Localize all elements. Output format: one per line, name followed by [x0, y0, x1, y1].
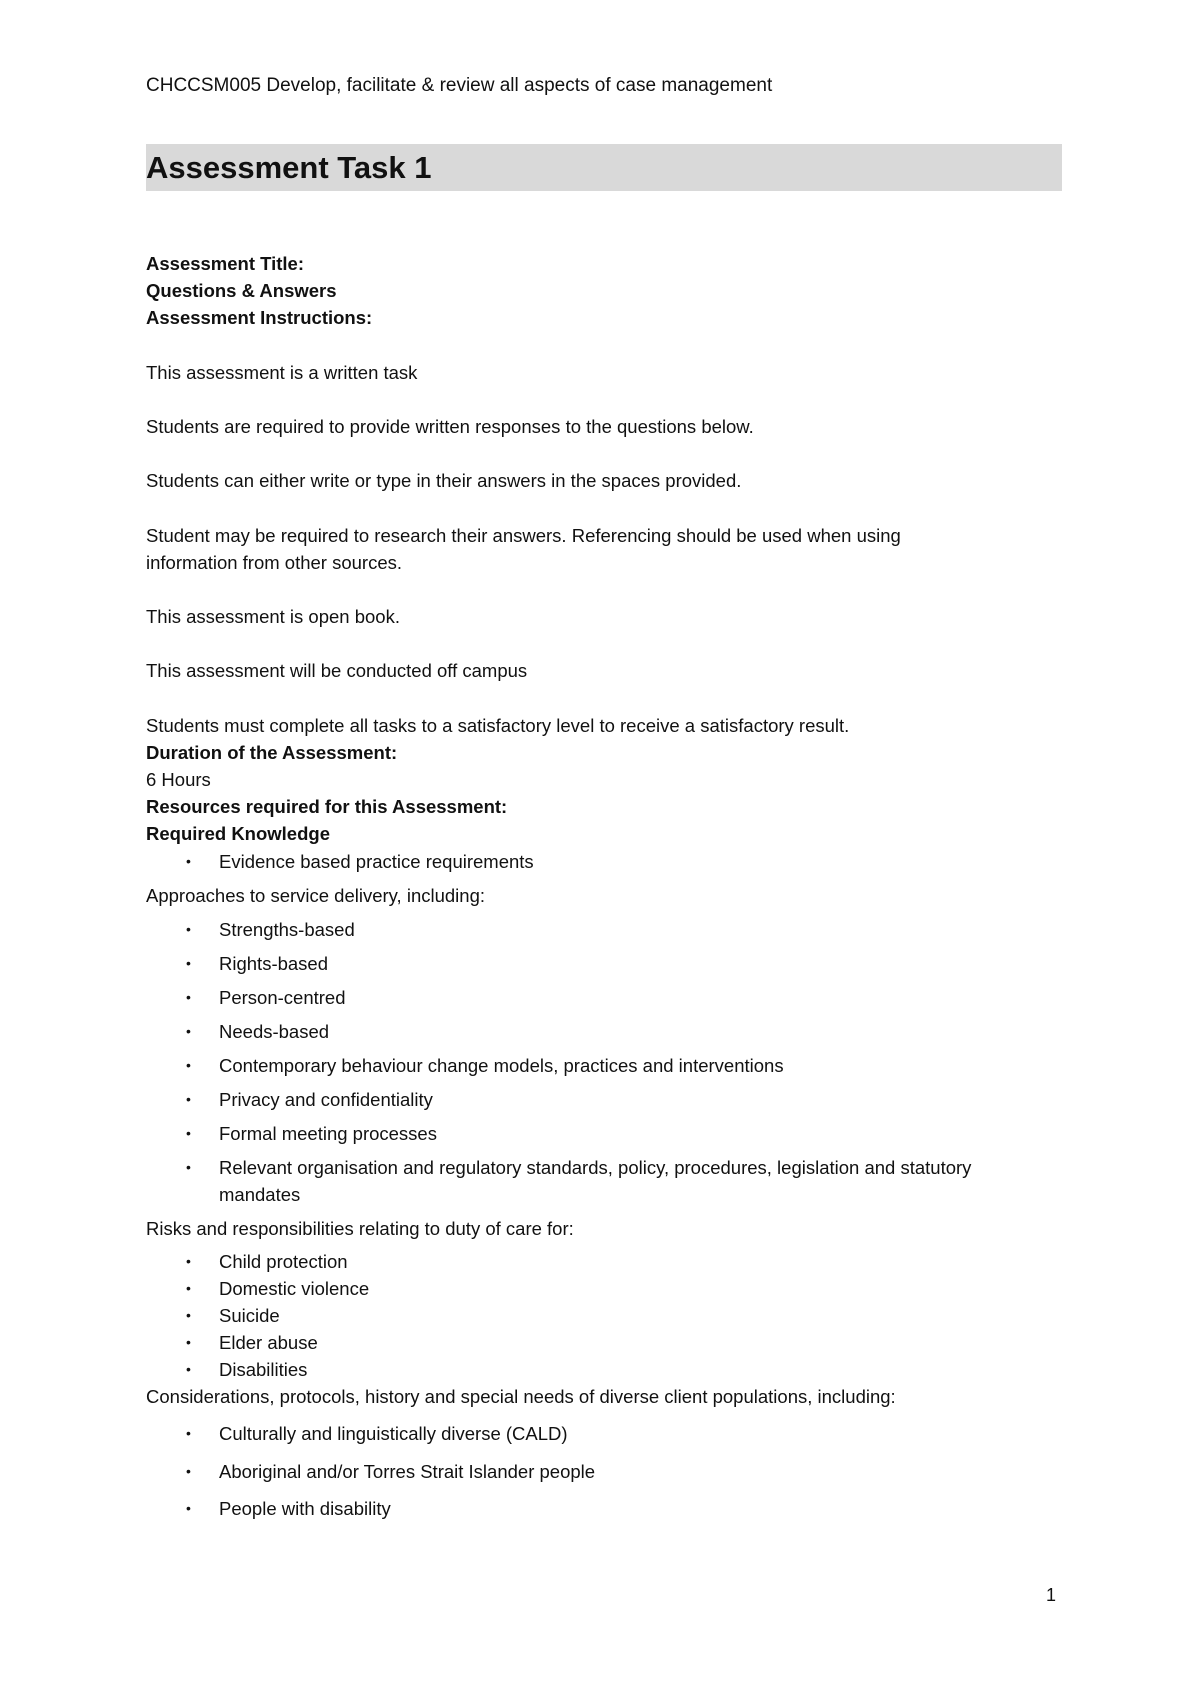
duration-label: Duration of the Assessment: [146, 742, 398, 763]
list-item: Privacy and confidentiality [219, 1089, 433, 1110]
bullet-icon: • [186, 1307, 191, 1323]
list-item-continuation: mandates [219, 1184, 301, 1205]
list-item: Disabilities [219, 1359, 308, 1380]
page-number: 1 [1046, 1585, 1057, 1605]
assessment-instructions-label: Assessment Instructions: [146, 307, 373, 328]
bullet-icon: • [186, 1125, 191, 1141]
list-item: Needs-based [219, 1021, 330, 1042]
questions-answers-label: Questions & Answers [146, 280, 337, 301]
page-title: Assessment Task 1 [146, 150, 432, 185]
bullet-icon: • [186, 1334, 191, 1350]
bullet-icon: • [186, 1425, 191, 1441]
bullet-icon: • [186, 1361, 191, 1377]
bullet-icon: • [186, 1253, 191, 1269]
instruction-paragraph: Students are required to provide written responses to the questions below. [146, 416, 754, 437]
list-item: Domestic violence [219, 1278, 370, 1299]
list-item: Suicide [219, 1305, 280, 1326]
list-item: Strengths-based [219, 919, 355, 940]
bullet-icon: • [186, 1057, 191, 1073]
bullet-icon: • [186, 1023, 191, 1039]
list-item: Relevant organisation and regulatory standards, policy, procedures, legislation and statutory [219, 1157, 972, 1178]
section-heading: Approaches to service delivery, including: [146, 885, 485, 906]
instruction-paragraph: This assessment will be conducted off campus [146, 660, 528, 681]
list-item: Formal meeting processes [219, 1123, 437, 1144]
instruction-paragraph: This assessment is a written task [146, 362, 418, 383]
instruction-paragraph: information from other sources. [146, 552, 403, 573]
bullet-icon: • [186, 955, 191, 971]
bullet-icon: • [186, 1280, 191, 1296]
bullet-icon: • [186, 921, 191, 937]
section-heading: Considerations, protocols, history and special needs of diverse client populations, including: [146, 1386, 896, 1407]
instruction-paragraph: Students can either write or type in their answers in the spaces provided. [146, 470, 742, 491]
bullet-icon: • [186, 1091, 191, 1107]
list-item: Evidence based practice requirements [219, 851, 534, 872]
required-knowledge-label: Required Knowledge [146, 823, 330, 844]
resources-label: Resources required for this Assessment: [146, 796, 508, 817]
instruction-paragraph: Student may be required to research their answers. Referencing should be used when using [146, 525, 901, 546]
bullet-icon: • [186, 1159, 191, 1175]
bullet-icon: • [186, 989, 191, 1005]
section-heading: Risks and responsibilities relating to duty of care for: [146, 1218, 574, 1239]
duration-value: 6 Hours [146, 769, 211, 790]
assessment-title-label: Assessment Title: [146, 253, 304, 274]
list-item: Aboriginal and/or Torres Strait Islander people [219, 1461, 596, 1482]
bullet-icon: • [186, 1500, 191, 1516]
list-item: Elder abuse [219, 1332, 318, 1353]
list-item: Contemporary behaviour change models, practices and interventions [219, 1055, 784, 1076]
list-item: Rights-based [219, 953, 329, 974]
instruction-paragraph: Students must complete all tasks to a satisfactory level to receive a satisfactory result. [146, 715, 850, 736]
list-item: Person-centred [219, 987, 346, 1008]
list-item: Child protection [219, 1251, 348, 1272]
title-bar [146, 144, 1062, 191]
document-header: CHCCSM005 Develop, facilitate & review all aspects of case management [146, 75, 773, 96]
bullet-icon: • [186, 853, 191, 869]
list-item: Culturally and linguistically diverse (CALD) [219, 1423, 568, 1444]
bullet-icon: • [186, 1463, 191, 1479]
instruction-paragraph: This assessment is open book. [146, 606, 400, 627]
list-item: People with disability [219, 1498, 391, 1519]
